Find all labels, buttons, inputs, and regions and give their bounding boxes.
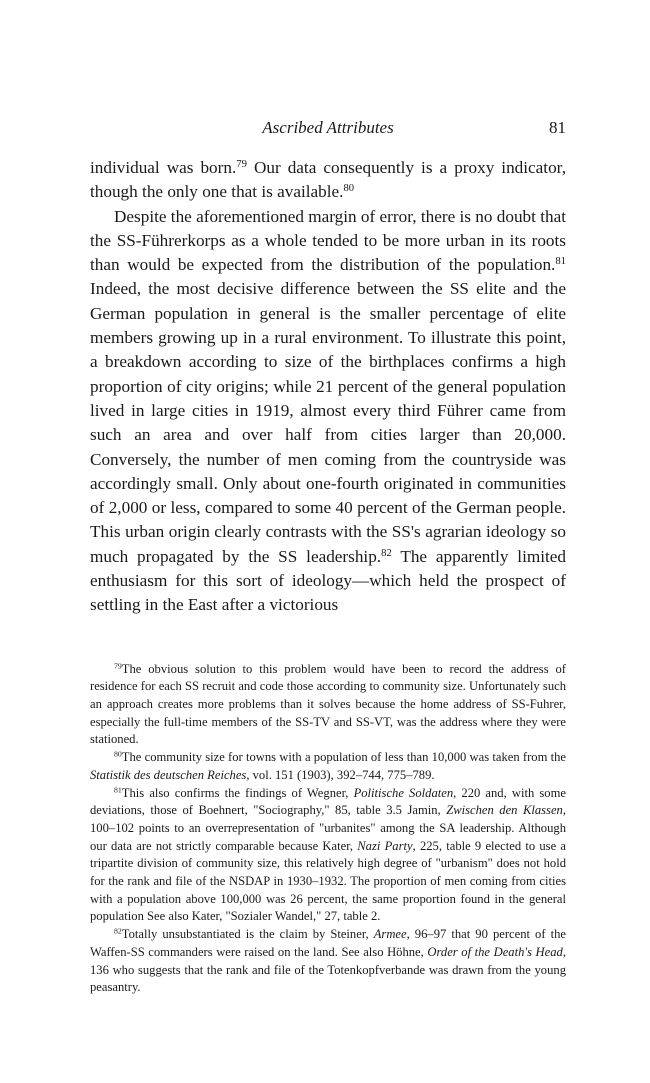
cited-title: Order of the Death's Head (427, 944, 563, 959)
footnotes (90, 661, 566, 997)
footnote: $^{82}$Totally unsubstantiated is the claim by Steiner, Armee, 96–97 that 90 percent of the Waffen-SS commanders were raised on the land. See also Höhne, Order of the Death's Head, 136 who suggests that the rank and file of the Totenkopfverbande was drawn from the young peasantry. (90, 926, 566, 995)
cited-title: Zwischen den Klassen (446, 803, 563, 818)
footnote: $^{80}$The community size for towns with a population of less than 10,000 was taken from the Statistik des deutschen Reiches, vol. 151 (1903), 392–744, 775–789. (90, 749, 566, 782)
footnote-ref: 80 (343, 183, 355, 195)
footnote-number: 79 (114, 661, 122, 671)
cited-title: Armee (373, 927, 407, 942)
footnote-ref: 82 (381, 547, 392, 559)
book-page (90, 118, 566, 997)
running-title: Ascribed Attributes (262, 118, 394, 137)
footnote-number: 81 (114, 785, 122, 795)
body-paragraph: individual was born.$^{79}$ Our data consequently is a proxy indicator, though the only one that is available.$^{80}$ (90, 158, 567, 202)
page-number: 81 (549, 118, 566, 137)
cited-title: Statistik des deutschen Reiches (90, 767, 247, 782)
cited-title: Politische Soldaten (353, 785, 454, 800)
footnote: $^{81}$This also confirms the findings of Wegner, Politische Soldaten, 220 and, with some deviations, those of Boehnert, "Sociography," 85, table 3.5 Jamin, Zwischen den Klassen, 100–102 points to an overrepresentation of "urbanites" among the SA leadership. Although our data are not strictly comparable because Kater, Nazi Party, 225, table 9 elected to use a tripartite division of community size, this relatively high degree of "urbanism" does not hold for the rank and file of the NSDAP in 1930–1932. The proportion of men coming from cities with a population above 100,000 was 26 percent, the same proportion found in the general population See also Kater, "Sozialer Wandel," 27, table 2. (90, 785, 566, 924)
footnote: $^{79}$The obvious solution to this problem would have been to record the address of residence for each SS recruit and code those according to community size. Unfortunately such an approach creates more problems than it solves because the home address of SS-Fuhrer, especially the full-time members of the SS-TV and SS-VT, was the address where they were stationed. (90, 661, 566, 747)
cited-title: Nazi Party (357, 838, 413, 853)
footnote-ref: 81 (555, 256, 566, 268)
footnote-ref: 79 (236, 159, 247, 171)
body-text (90, 156, 566, 618)
running-header (90, 118, 566, 142)
footnote-number: 80 (114, 749, 122, 759)
footnote-number: 82 (114, 926, 122, 936)
body-paragraph: Despite the aforementioned margin of error, there is no doubt that the SS-Führerkorps as a whole tended to be more urban in its roots than would be expected from the distribution of the population.$^{81}$ Indeed, the most decisive difference between the SS elite and the German population in general is the smaller percentage of elite members growing up in a rural environment. To illustrate this point, a breakdown according to size of the birthplaces confirms a high proportion of city origins; while 21 percent of the general population lived in large cities in 1919, almost every third Führer came from such an area and over half from cities larger than 20,000. Conversely, the number of men coming from the countryside was accordingly small. Only about one-fourth originated in communities of 2,000 or less, compared to some 40 percent of the German people. This urban origin clearly contrasts with the SS's agrarian ideology so much propagated by the SS leadership.$^{82}$ The apparently limited enthusiasm for this sort of ideology—which held the prospect of settling in the East after a victorious (90, 206, 566, 615)
